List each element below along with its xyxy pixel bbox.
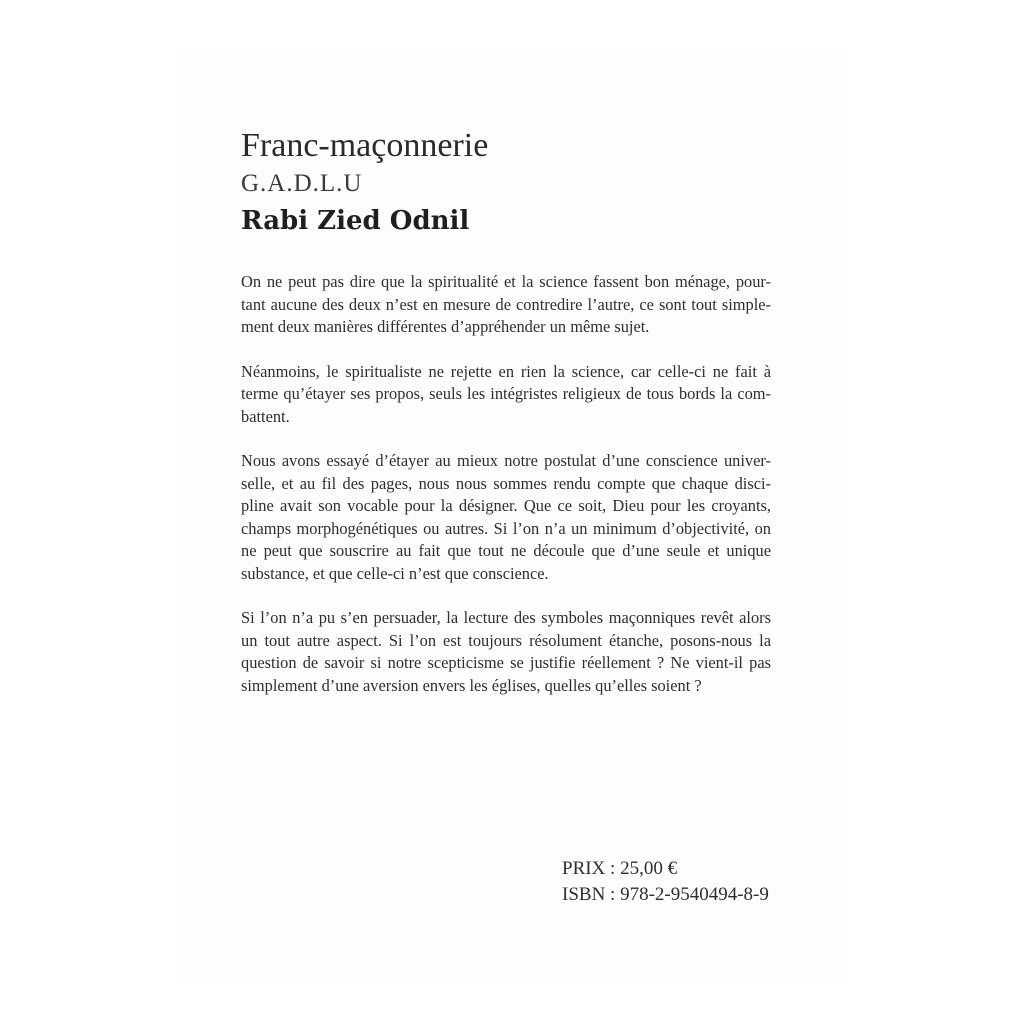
summary-line: tant aucune des deux n’est en mesure de contredire l’autre, ce sont tout simple-	[241, 294, 771, 314]
isbn-label: ISBN : 978-2-9540494-8-9	[562, 884, 769, 905]
book-subtitle: G.A.D.L.U	[241, 170, 363, 197]
book-author: Rabi Zied Odnil	[241, 206, 470, 236]
summary-text	[241, 271, 771, 719]
summary-line: substance, et que celle-ci n’est que conscience.	[241, 563, 549, 583]
summary-line: terme qu’étayer ses propos, seuls les intégristes religieux de tous bords la com-	[241, 384, 771, 403]
summary-paragraph-2	[241, 361, 771, 429]
summary-line: simplement d’une aversion envers les églises, quelles qu’elles soient ?	[241, 675, 702, 695]
summary-line: question de savoir si notre scepticisme se justifie réellement ? Ne vient-il pas	[241, 653, 771, 672]
price-isbn-block	[562, 856, 769, 908]
summary-line: Nous avons essayé d’étayer au mieux notre postulat d’une conscience univer-	[241, 451, 771, 470]
summary-line: Néanmoins, le spiritualiste ne rejette en rien la science, car celle-ci ne fait à	[241, 361, 771, 381]
summary-paragraph-4	[241, 607, 771, 697]
summary-line: ment deux manières différentes d’appréhender un même sujet.	[241, 317, 650, 336]
book-title: Franc-maçonnerie	[241, 127, 489, 164]
summary-line: On ne peut pas dire que la spiritualité et la science fassent bon ménage, pour-	[241, 272, 771, 291]
summary-line: battent.	[241, 406, 290, 426]
summary-paragraph-3	[241, 450, 771, 585]
price-label: PRIX : 25,00 €	[562, 858, 678, 879]
summary-line: Si l’on n’a pu s’en persuader, la lecture des symboles maçonniques revêt alors	[241, 608, 771, 627]
summary-line: champs morphogénétiques ou autres. Si l’on n’a un minimum d’objectivité, on	[241, 518, 771, 538]
summary-paragraph-1	[241, 271, 771, 339]
summary-line: un tout autre aspect. Si l’on est toujours résolument étanche, posons-nous la	[241, 630, 771, 650]
back-cover-page	[180, 50, 844, 976]
summary-line: pline avait son vocable pour la désigner. Que ce soit, Dieu pour les croyants,	[241, 496, 771, 515]
summary-line: selle, et au fil des pages, nous nous sommes rendu compte que chaque disci-	[241, 473, 771, 493]
summary-line: ne peut que souscrire au fait que tout ne découle que d’une seule et unique	[241, 541, 771, 560]
